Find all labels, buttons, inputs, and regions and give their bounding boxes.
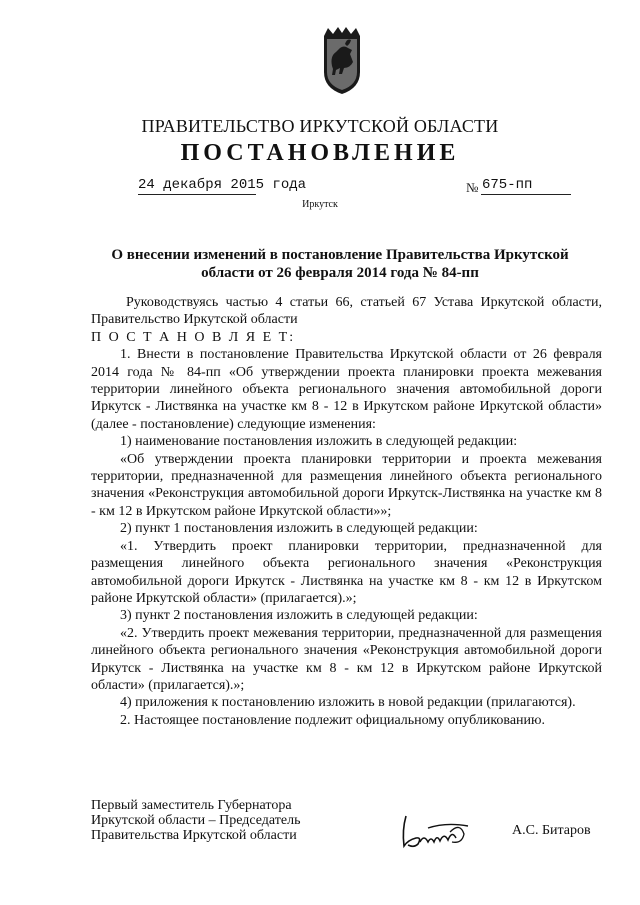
number-underline [481,194,571,195]
subject-line-2: области от 26 февраля 2014 года № 84-пп [201,265,479,281]
paragraph-2: 2. Настоящее постановление подлежит официальному опубликованию. [120,712,545,728]
government-title: ПРАВИТЕЛЬСТВО ИРКУТСКОЙ ОБЛАСТИ [141,116,499,136]
position-line-2: Иркутской области – Председатель [91,813,301,828]
subject-line-1: О внесении изменений в постановление Правительства Иркутской [111,247,569,263]
paragraph-1: 1. Внести в постановление Правительства Иркутской области от 26 февраля 2014 года № 84-пп «Об утверждении проекта планировки проекта межевания территории линейного объекта регионального значения автомобильной дороги Иркутск - Листвянка на участке км 8 - 12 в Иркутском районе Иркутской области» (далее - постановление) следующие изменения: [91,347,602,432]
document-type: ПОСТАНОВЛЕНИЕ [180,140,460,166]
paragraph-1-item-1: 1) наименование постановления изложить в следующей редакции: [120,434,518,450]
document-subject [100,246,580,282]
paragraph-1-item-4: 4) приложения к постановлению изложить в новой редакции (прилагаются). [120,695,576,711]
paragraph-1-item-1-text: «Об утверждении проекта планировки территории и проекта межевания территории, предназначенной для размещения линейного объекта регионального значения «Реконструкция автомобильной дороги Иркутск-Листвянка на участке км 8 - км 12 в Иркутском районе Иркутской области»»; [91,451,602,519]
position-line-1: Первый заместитель Губернатора [91,798,292,813]
paragraph-1-item-2: 2) пункт 1 постановления изложить в следующей редакции: [120,521,478,537]
document-number: 675-пп [482,177,533,193]
paragraph-1-item-2-text: «1. Утвердить проект планировки территории, предназначенной для размещения линейного объекта регионального значения «Реконструкция автомобильной дороги Иркутск - Листвянка на участке км 8 - км 12 в Иркутском районе Иркутской области» (прилагается).»; [91,538,602,606]
handwritten-signature [394,810,478,854]
document-body [91,294,602,729]
city: Иркутск [302,199,338,210]
number-sign: № [466,180,479,195]
document-date: 24 декабря 2015 года [138,177,307,193]
signatory-position [91,798,300,843]
paragraph-1-item-3: 3) пункт 2 постановления изложить в следующей редакции: [120,608,478,624]
coat-of-arms-icon [320,26,364,96]
preamble-paragraph: Руководствуясь частью 4 статьи 66, статьей 67 Устава Иркутской области, Правительство Иркутской области [91,295,602,328]
position-line-3: Правительства Иркутской области [91,828,297,843]
signer-name: А.С. Битаров [512,823,591,838]
decree-word: П О С Т А Н О В Л Я Е Т: [91,329,296,345]
date-underline [138,194,256,195]
paragraph-1-item-3-text: «2. Утвердить проект межевания территории, предназначенной для размещения линейного объекта регионального значения «Реконструкция автомобильной дороги Иркутск - Листвянка на участке км 8 - км 12 в Иркутском районе Иркутской области» (прилагается).»; [91,625,602,693]
